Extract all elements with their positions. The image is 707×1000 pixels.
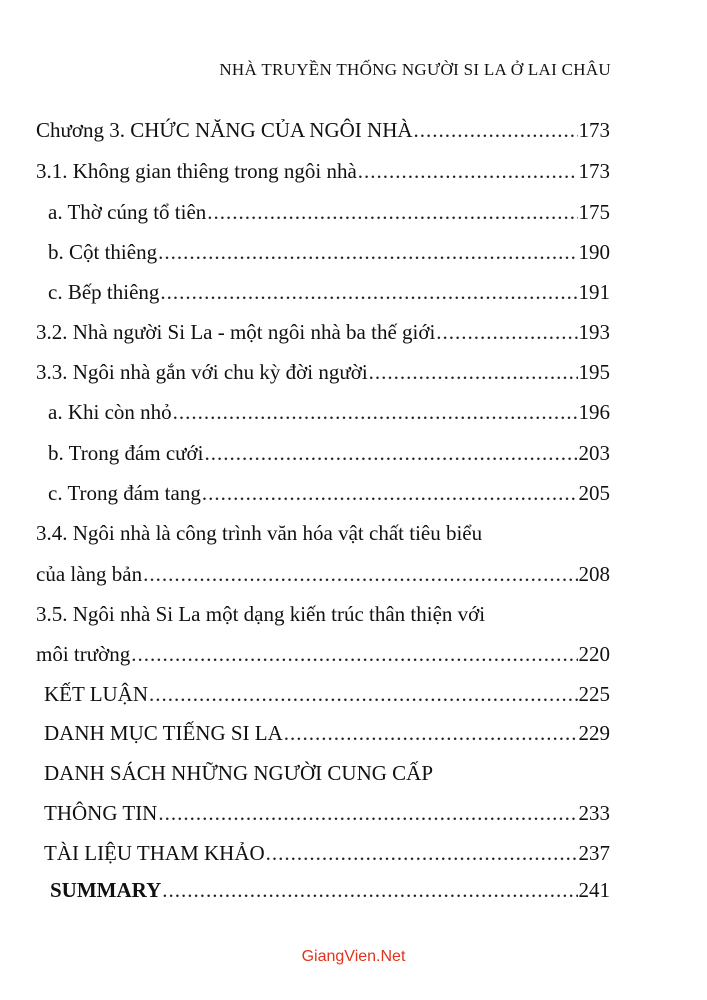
toc-leader-dots <box>158 238 577 266</box>
toc-entry-label: TÀI LIỆU THAM KHẢO <box>44 841 265 865</box>
toc-entry-3-4 <box>36 519 482 547</box>
toc-entry-page: 175 <box>578 200 610 224</box>
toc-entry-page: 190 <box>578 240 610 264</box>
toc-entry-tai-lieu <box>44 839 610 867</box>
toc-entry-label: 3.2. Nhà người Si La - một ngôi nhà ba thế giới <box>36 320 436 344</box>
toc-entry-page: 196 <box>578 400 610 424</box>
toc-entry-page: 205 <box>578 481 610 505</box>
toc-entry-label: 3.3. Ngôi nhà gắn với chu kỳ đời người <box>36 360 368 384</box>
toc-entry-label: 3.5. Ngôi nhà Si La một dạng kiến trúc thân thiện với <box>36 602 486 626</box>
toc-leader-dots <box>202 479 578 507</box>
toc-entry-page: 193 <box>578 320 610 344</box>
toc-leader-dots <box>131 640 577 668</box>
toc-entry-label: b. Cột thiêng <box>48 240 158 264</box>
toc-entry-label: a. Khi còn nhỏ <box>48 400 172 424</box>
toc-entry-page: 195 <box>578 360 610 384</box>
toc-leader-dots <box>207 198 577 226</box>
toc-entry-label: SUMMARY <box>50 878 162 902</box>
toc-entry-label: THÔNG TIN <box>44 801 158 825</box>
toc-entry-3-1 <box>36 157 610 185</box>
toc-leader-dots <box>284 719 578 747</box>
toc-leader-dots <box>266 839 578 867</box>
toc-entry-label: Chương 3. CHỨC NĂNG CỦA NGÔI NHÀ <box>36 118 413 142</box>
toc-entry-page: 237 <box>578 841 610 865</box>
toc-entry-label: của làng bản <box>36 562 143 586</box>
toc-entry-3-1-c <box>48 278 610 306</box>
toc-entry-page: 208 <box>578 562 610 586</box>
toc-entry-label: DANH MỤC TIẾNG SI LA <box>44 721 283 745</box>
toc-entry-label: môi trường <box>36 642 131 666</box>
toc-leader-dots <box>158 799 577 827</box>
toc-entry-page: 173 <box>578 118 610 142</box>
watermark: GiangVien.Net <box>301 948 406 965</box>
toc-leader-dots <box>149 680 577 708</box>
toc-entry-ket-luan <box>44 680 610 708</box>
toc-entry-page: 229 <box>578 721 610 745</box>
toc-entry-label: DANH SÁCH NHỮNG NGƯỜI CUNG CẤP <box>44 761 434 785</box>
running-header: NHÀ TRUYỀN THỐNG NGƯỜI SI LA Ở LAI CHÂU <box>219 60 611 79</box>
toc-entry-danh-sach <box>44 759 433 787</box>
toc-entry-label: 3.4. Ngôi nhà là công trình văn hóa vật chất tiêu biểu <box>36 521 483 545</box>
toc-leader-dots <box>436 318 577 346</box>
toc-entry-danh-sach-cont <box>44 799 610 827</box>
toc-leader-dots <box>369 358 578 386</box>
toc-entry-3-2 <box>36 318 610 346</box>
toc-entry-label: c. Trong đám tang <box>48 481 201 505</box>
toc-entry-label: 3.1. Không gian thiêng trong ngôi nhà <box>36 159 357 183</box>
toc-entry-3-3 <box>36 358 610 386</box>
toc-entry-3-1-b <box>48 238 610 266</box>
toc-leader-dots <box>358 157 578 185</box>
toc-entry-3-4-cont <box>36 560 610 588</box>
toc-entry-3-3-c <box>48 479 610 507</box>
toc-entry-3-3-a <box>48 398 610 426</box>
toc-entry-page: 173 <box>578 159 610 183</box>
toc-leader-dots <box>162 876 577 904</box>
toc-entry-page: 203 <box>578 441 610 465</box>
toc-entry-3-5 <box>36 600 485 628</box>
toc-entry-3-3-b <box>48 439 610 467</box>
toc-entry-summary <box>50 876 610 904</box>
toc-entry-3-5-cont <box>36 640 610 668</box>
toc-entry-3-1-a <box>48 198 610 226</box>
toc-entry-chapter-3 <box>36 116 610 144</box>
toc-leader-dots <box>143 560 577 588</box>
toc-leader-dots <box>173 398 578 426</box>
toc-leader-dots <box>205 439 578 467</box>
toc-entry-page: 233 <box>578 801 610 825</box>
toc-entry-page: 220 <box>578 642 610 666</box>
toc-entry-page: 241 <box>578 878 610 902</box>
toc-entry-page: 225 <box>578 682 610 706</box>
toc-entry-danh-muc <box>44 719 610 747</box>
toc-leader-dots <box>160 278 577 306</box>
toc-entry-label: b. Trong đám cưới <box>48 441 204 465</box>
toc-entry-page: 191 <box>578 280 610 304</box>
toc-entry-label: KẾT LUẬN <box>44 682 149 706</box>
toc-entry-label: a. Thờ cúng tổ tiên <box>48 200 207 224</box>
toc-entry-label: c. Bếp thiêng <box>48 280 160 304</box>
toc-leader-dots <box>414 116 578 144</box>
